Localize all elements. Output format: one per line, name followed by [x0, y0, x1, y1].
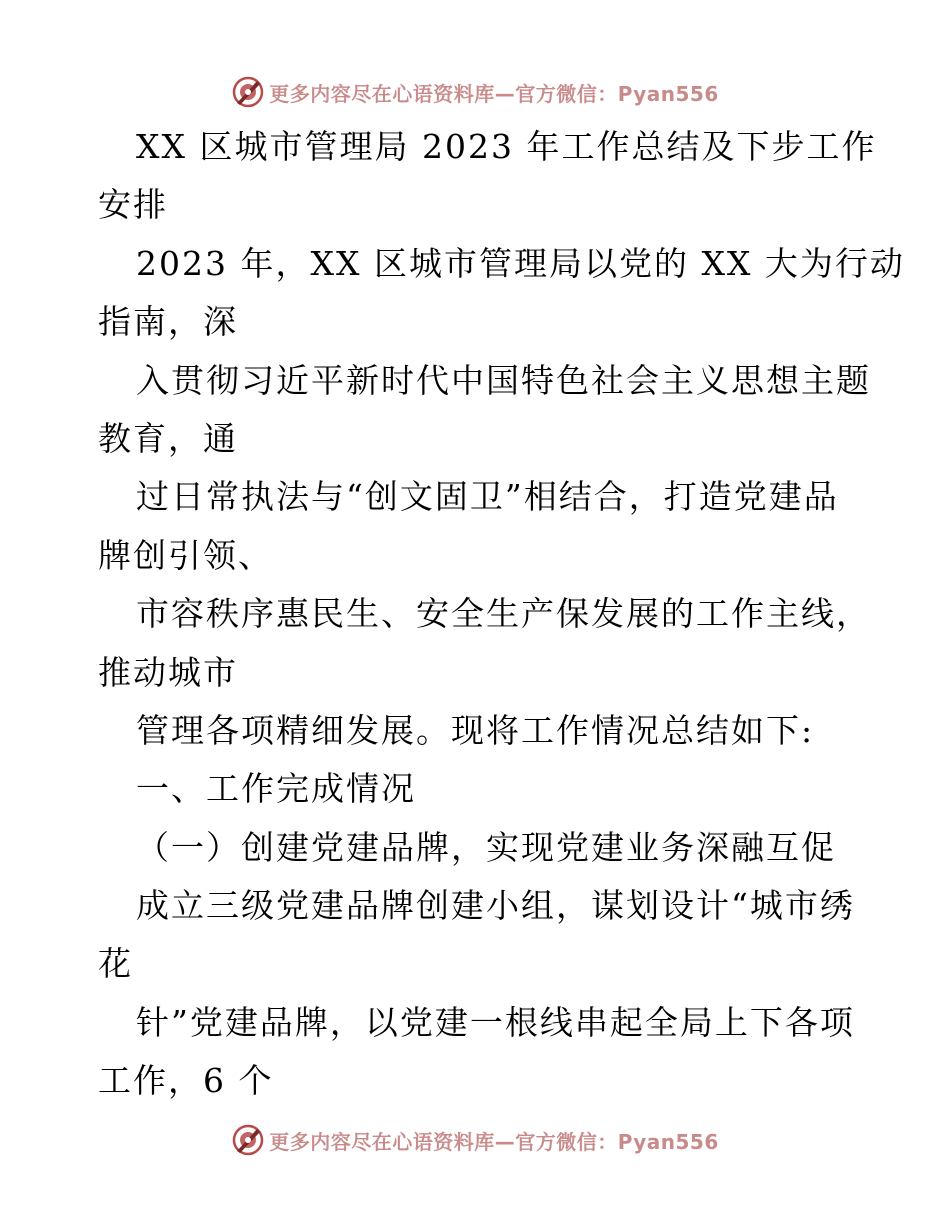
doc-paragraph-line: 管理各项精细发展。现将工作情况总结如下: — [136, 710, 815, 750]
doc-title-line-2: 安排 — [98, 185, 168, 225]
footer-banner — [0, 1118, 950, 1162]
doc-paragraph-line: 入贯彻习近平新时代中国特色社会主义思想主题 — [136, 360, 871, 400]
doc-paragraph-line: 指南，深 — [98, 302, 238, 342]
doc-paragraph-line: 花 — [98, 944, 133, 984]
quill-seal-logo-icon — [231, 75, 265, 109]
footer-banner-text: 更多内容尽在心语资料库—官方微信：Pyan556 — [269, 1129, 719, 1154]
doc-paragraph-line: 牌创引领、 — [98, 535, 273, 575]
document-body — [98, 118, 905, 1111]
doc-paragraph-line: 市容秩序惠民生、安全生产保发展的工作主线， — [136, 594, 871, 634]
doc-paragraph-line: 推动城市 — [98, 652, 238, 692]
doc-paragraph-line: 针”党建品牌，以党建一根线串起全局上下各项 — [136, 1002, 855, 1042]
doc-section-heading: 一、工作完成情况 — [136, 769, 416, 809]
doc-paragraph-line: 工作，6 个 — [98, 1061, 274, 1101]
doc-subsection-heading: （一）创建党建品牌，实现党建业务深融互促 — [136, 827, 836, 867]
doc-paragraph-line: 教育，通 — [98, 418, 238, 458]
doc-paragraph-line: 过日常执法与“创文固卫”相结合，打造党建品 — [136, 477, 839, 517]
quill-seal-logo-icon — [231, 1123, 265, 1157]
doc-title-line-1: XX 区城市管理局 2023 年工作总结及下步工作 — [136, 127, 877, 166]
doc-paragraph-line: 成立三级党建品牌创建小组，谋划设计“城市绣 — [136, 886, 855, 926]
header-banner — [0, 70, 950, 114]
doc-paragraph-line: 2023 年，XX 区城市管理局以党的 XX 大为行动 — [136, 243, 905, 283]
header-banner-text: 更多内容尽在心语资料库—官方微信：Pyan556 — [269, 81, 719, 106]
